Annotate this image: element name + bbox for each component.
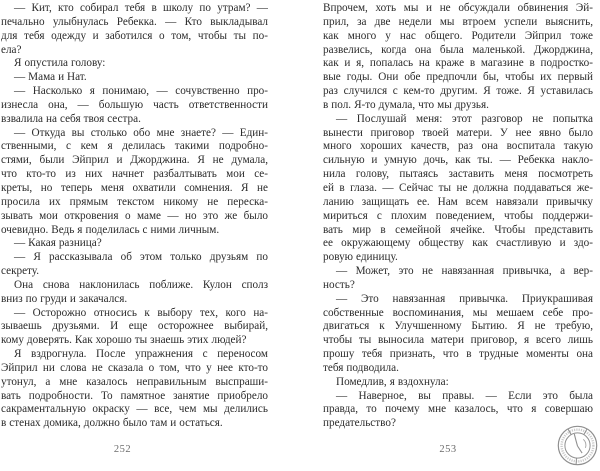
text-line: развелись, когда она была маленькой. Джорджина, xyxy=(323,43,593,56)
page-right xyxy=(323,0,593,471)
text-line: — Осторожно относись к выбору тех, кого на- xyxy=(14,306,268,319)
text-line: вать подробности. То памятное занятие приобрело xyxy=(1,389,268,402)
text-line: — Может, это не навязанная привычка, а вер- xyxy=(336,265,593,278)
text-line: нила голову, пытаясь заставить меня посмотреть xyxy=(323,168,593,181)
text-line: ей в глаза. — Сейчас ты не должна поддаваться же- xyxy=(323,181,593,194)
text-line: — Насколько я понимаю, — сочувственно про- xyxy=(14,85,268,98)
text-line: ность? xyxy=(323,278,355,291)
text-line: Я вздрогнула. После упражнения с переносом xyxy=(14,348,268,361)
text-line: прил, за две недели мы втроем успели выяснить, xyxy=(323,15,593,28)
text-line: много хороших качеств, раз она воспитала такую xyxy=(323,140,593,153)
text-line: предательство? xyxy=(323,417,396,430)
text-line: Впрочем, хоть мы и не обсуждали обвинения Эй- xyxy=(323,2,593,14)
text-line: стями, были Эйприл и Джорджина. Я не думала, xyxy=(1,154,268,167)
text-line: в пол. Я-то думала, что мы друзья. xyxy=(323,98,489,111)
text-line: — Кит, кто собирал тебя в школу по утрам? — xyxy=(14,2,268,14)
page-number-left: 252 xyxy=(113,444,132,455)
text-line: Эйприл ни слова не сказала о том, что у нее кто-то xyxy=(1,361,268,374)
text-line: мириться с плохим поведением, чтобы поддержи- xyxy=(323,209,593,222)
text-line: прошу тебя признать, что в трудные моменты она xyxy=(323,348,593,361)
text-line: вать мир в семейной ячейке. Чтобы представить xyxy=(323,223,593,236)
text-line: — Послушай меня: этот разговор не попытка xyxy=(336,112,593,125)
text-line: двигаться к Улучшенному Бытию. Я не требую, xyxy=(323,320,593,333)
text-line: печально улыбнулась Ребекка. — Кто выкладывал xyxy=(1,15,268,28)
text-line: взвалила на себя твоя сестра. xyxy=(1,112,141,125)
page-left-text xyxy=(1,0,268,431)
text-line: креты, но теперь меня охватили сомнения. Я не xyxy=(1,181,268,194)
text-line: как много у нас общего. Родители Эйприл тоже xyxy=(323,29,593,42)
text-line: зывать мои откровения о маме — но это же было xyxy=(1,209,268,222)
page-right-text xyxy=(323,0,593,431)
text-line: тебя подводила. xyxy=(323,361,399,374)
text-line: чтобы ты выносила матери приговор, я всего лишь xyxy=(323,334,593,347)
text-line: вынести приговор твоей матери. У нее явно было xyxy=(323,126,593,139)
text-line: Я опустила голову: xyxy=(14,57,106,70)
text-line: для тебя одежду и заботился о том, чтобы ты по- xyxy=(1,29,268,42)
text-line: что кто-то из них начнет разбалтывать мои се- xyxy=(1,168,268,181)
text-line: — Мама и Нат. xyxy=(14,71,87,84)
text-line: правда, то почему мне казалось, что я совершаю xyxy=(323,403,593,416)
text-line: Помедлив, я вздохнула: xyxy=(336,375,449,388)
text-line: — Какая разница? xyxy=(14,237,102,250)
text-line: ровую единицу. xyxy=(323,251,398,264)
text-line: сильную и умную дочь, как ты. — Ребекка накло- xyxy=(323,154,593,167)
text-line: кому доверять. Как хорошо ты знаешь этих людей? xyxy=(1,334,247,347)
text-line: — Я рассказывала об этом только друзьям по xyxy=(14,251,268,264)
text-line: ее окружающему обществу как счастливую и здо- xyxy=(323,237,593,250)
text-line: зываешь друзьями. И еще осторожнее выбирай, xyxy=(1,320,268,333)
text-line: просила их прямым текстом никому не переска- xyxy=(1,195,268,208)
text-line: раз случился с кем-то другим. Я тоже. Я уставилась xyxy=(323,85,593,98)
text-line: Она снова наклонилась поближе. Кулон сполз xyxy=(14,278,268,291)
page-left xyxy=(1,0,268,471)
text-line: изнесла она, — большую часть ответственности xyxy=(1,98,268,111)
text-line: ела? xyxy=(1,43,22,56)
text-line: ственными, с кем я делилась такими подробно- xyxy=(1,140,268,153)
text-line: ланию защищать ее. Нам всем навязали привычку xyxy=(323,195,593,208)
text-line: — Откуда вы столько обо мне знаете? — Един- xyxy=(14,126,268,139)
text-line: вниз по груди и закачался. xyxy=(1,292,128,305)
text-line: как и я, попалась на краже в магазине в подростко- xyxy=(323,57,593,70)
text-line: сакраментальную окраску — все, чем мы делились xyxy=(1,403,268,416)
text-line: — Это навязанная привычка. Приукрашивая xyxy=(336,292,593,305)
text-line: — Наверное, вы правы. — Если это была xyxy=(336,389,593,402)
page-number-right: 253 xyxy=(439,444,457,455)
text-line: собственные воспоминания, мы мешаем себе про- xyxy=(323,306,593,319)
text-line: секрету. xyxy=(1,265,40,278)
text-line: вые годы. Они обе предпочли бы, чтобы их первый xyxy=(323,71,593,84)
text-line: в стенах домика, должно было там и остаться. xyxy=(1,417,223,430)
text-line: утонул, а мне казалось неправильным выспраши- xyxy=(1,375,268,388)
clock-stamp-icon xyxy=(556,424,599,467)
text-line: очевидно. Ведь я поделилась с ними личным. xyxy=(1,223,220,236)
